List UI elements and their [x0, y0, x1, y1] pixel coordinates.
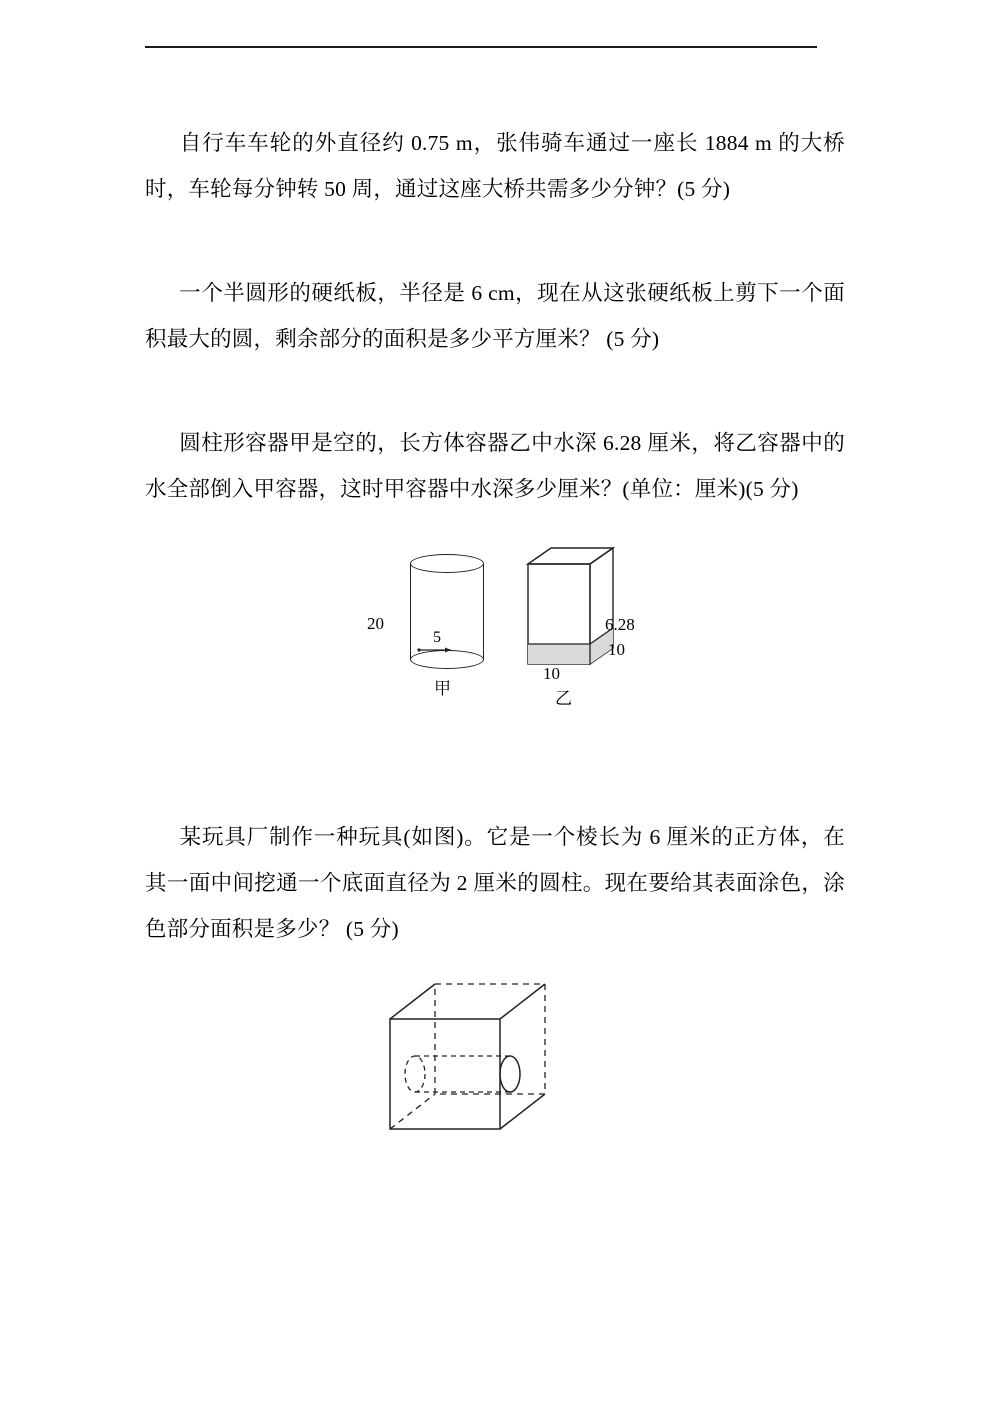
label-cuboid-width: 10 [543, 664, 560, 683]
problem-6-text: 某玩具厂制作一种玩具(如图)。它是一个棱长为 6 厘米的正方体，在其一面中间挖通一个底面直径为 2 厘米的圆柱。现在要给其表面涂色，涂色部分面积是多少？ (5 分) [145, 825, 845, 941]
problem-3-text: 自行车车轮的外直径约 0.75 m，张伟骑车通过一座长 1884 m 的大桥时，车轮每分钟转 50 周，通过这座大桥共需多少分钟？(5 分) [145, 131, 845, 201]
spacer [145, 362, 845, 420]
spacer [145, 512, 845, 536]
problem-5-text: 圆柱形容器甲是空的，长方体容器乙中水深 6.28 厘米，将乙容器中的水全部倒入甲容器，这时甲容器中水深多少厘米？(单位：厘米)(5 分) [145, 431, 845, 501]
header-rule [145, 46, 817, 48]
label-cylinder-name: 甲 [434, 679, 451, 698]
figure-5-wrapper [145, 536, 845, 708]
label-cuboid-depth: 10 [608, 640, 625, 659]
spacer [145, 952, 845, 974]
label-water-depth: 6.28 [605, 615, 635, 634]
label-cylinder-height: 20 [367, 614, 384, 633]
figure-cylinder-cuboid [355, 536, 655, 708]
spacer [145, 696, 845, 814]
figure-6-wrapper [145, 974, 845, 1144]
figure-cube-hole [370, 974, 630, 1144]
label-cuboid-name: 乙 [555, 689, 572, 708]
problem-5 [145, 420, 845, 512]
problem-6 [145, 814, 845, 952]
label-cylinder-radius: 5 [433, 629, 441, 646]
document-content [145, 120, 845, 1144]
spacer [145, 212, 845, 270]
problem-4 [145, 270, 845, 362]
figure-6-svg [370, 974, 630, 1144]
problem-4-text: 一个半圆形的硬纸板，半径是 6 cm，现在从这张硬纸板上剪下一个面积最大的圆，剩余部分的面积是多少平方厘米？ (5 分) [145, 281, 845, 351]
problem-3 [145, 120, 845, 212]
